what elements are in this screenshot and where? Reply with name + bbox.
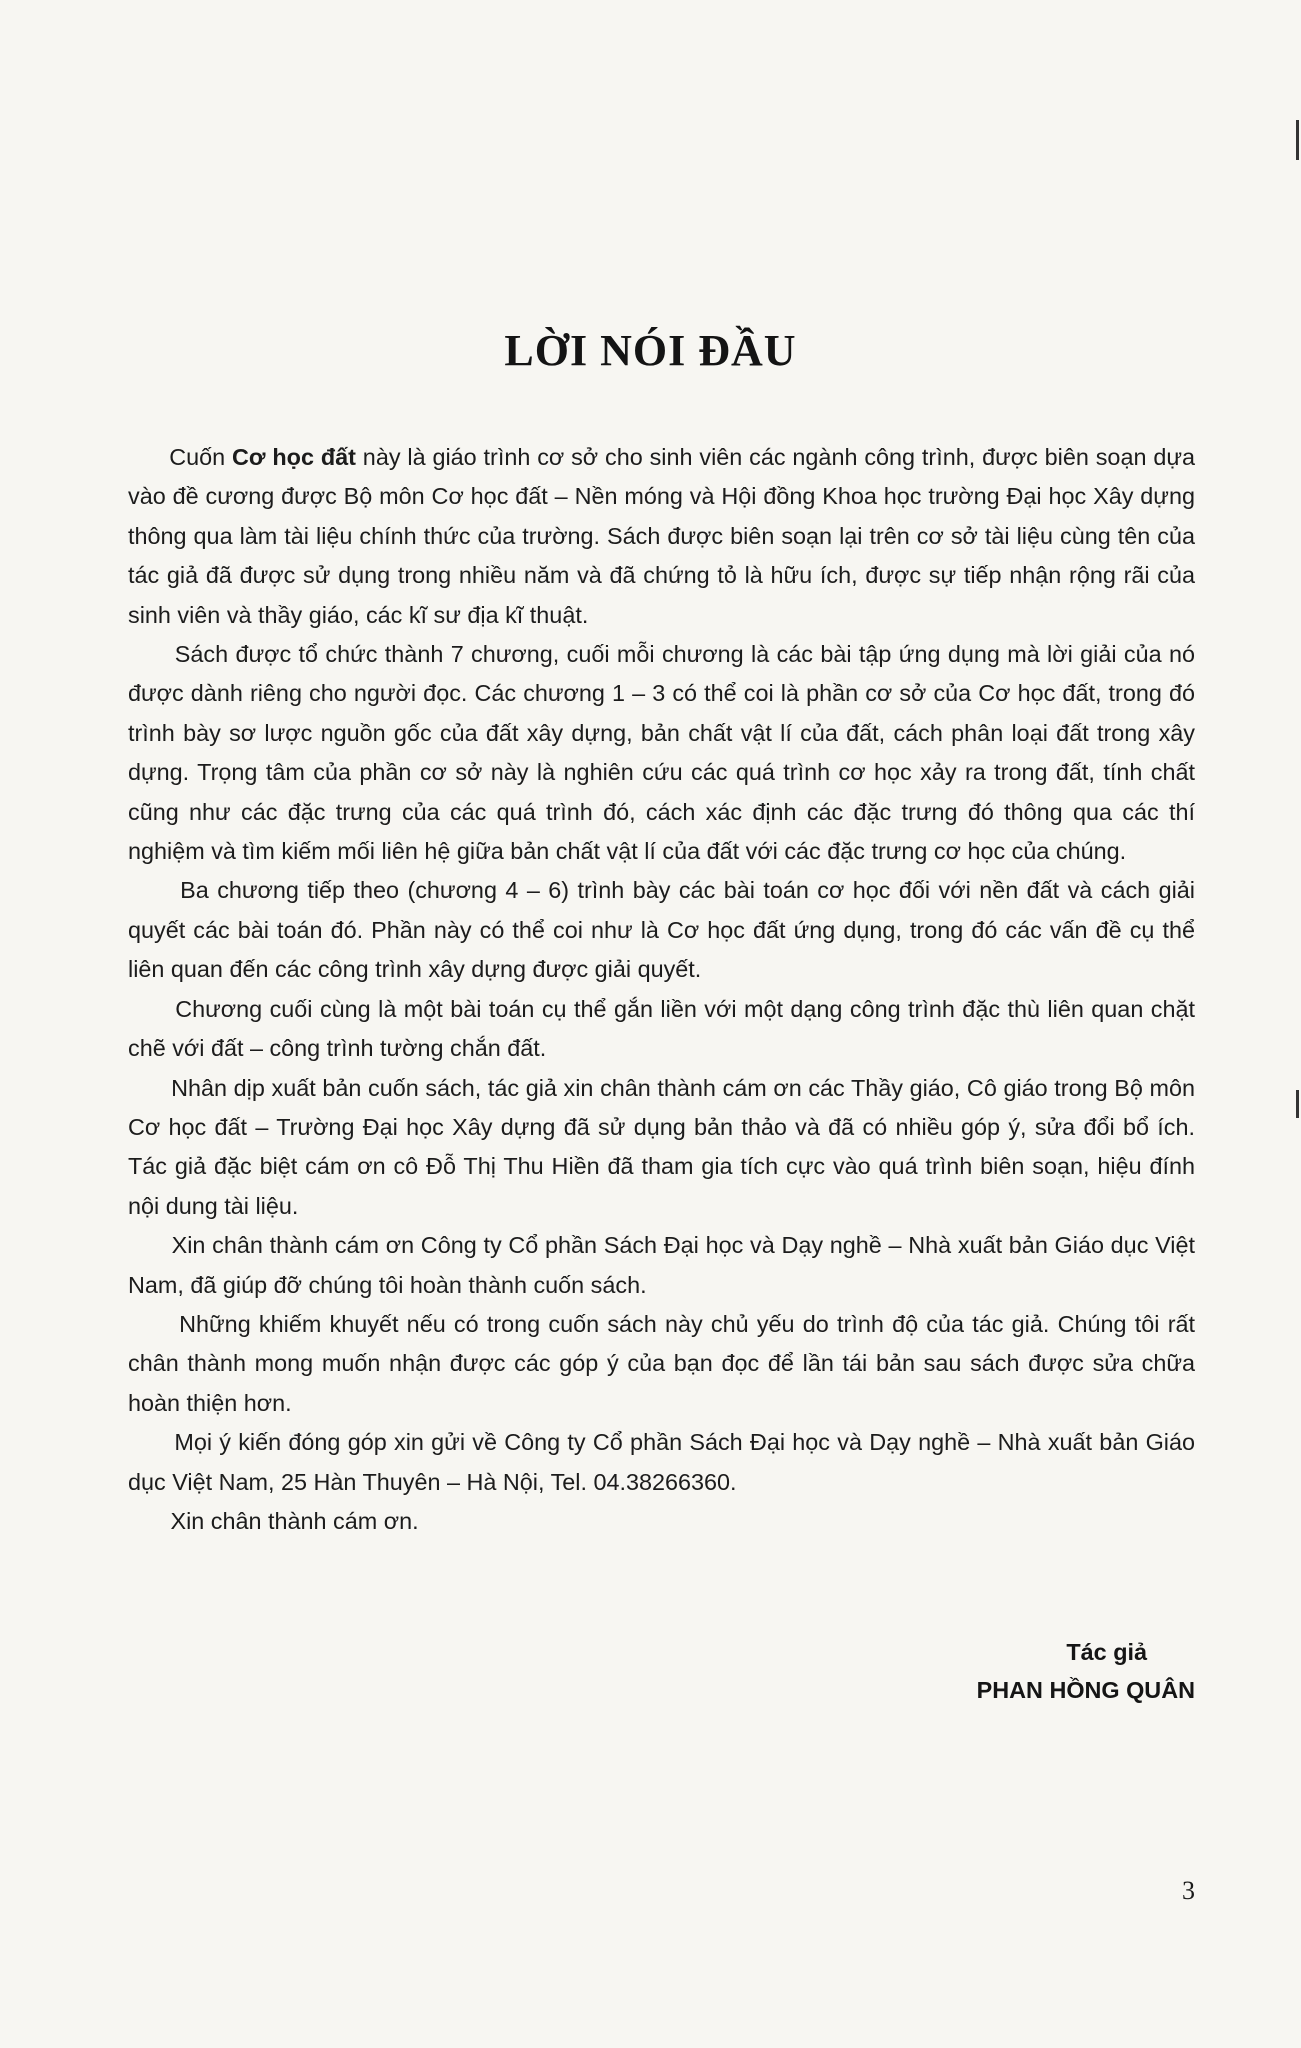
page-title: LỜI NÓI ĐẦU xyxy=(504,326,797,376)
author-signature xyxy=(977,1633,1195,1709)
paragraph-3 xyxy=(128,871,1195,989)
book-title-term: Cơ học đất xyxy=(232,444,356,470)
scan-edge-mark xyxy=(1296,120,1299,160)
paragraph-4-text: Chương cuối cùng là một bài toán cụ thể gắn liền với một dạng công trình đặc thù liên quan chặt chẽ với đất – công trình tường chắn đất. xyxy=(128,995,1195,1062)
paragraph-8 xyxy=(128,1423,1195,1502)
author-role: Tác giả xyxy=(1066,1639,1147,1665)
paragraph-1-before: Cuốn xyxy=(169,444,232,470)
paragraph-5 xyxy=(128,1069,1195,1227)
paragraph-1 xyxy=(128,438,1195,635)
scan-edge-mark xyxy=(1296,1090,1299,1118)
paragraph-2-text: Sách được tổ chức thành 7 chương, cuối mỗi chương là các bài tập ứng dụng mà lời giải của nó được dành riêng cho người đọc. Các chương 1 – 3 có thể coi là phần cơ sở của Cơ học đất, trong đó trình bày sơ lược nguồn gốc của đất xây dựng, bản chất vật lí của đất, cách phân loại đất trong xây dựng. Trọng tâm của phần cơ sở này là nghiên cứu các quá trình cơ học xảy ra trong đất, tính chất cũng như các đặc trưng của các quá trình đó, cách xác định các đặc trưng đó thông qua các thí nghiệm và tìm kiếm mối liên hệ giữa bản chất vật lí của đất với các đặc trưng cơ học của chúng. xyxy=(128,641,1196,865)
paragraph-6 xyxy=(128,1226,1195,1305)
paragraph-6-text: Xin chân thành cám ơn Công ty Cổ phần Sách Đại học và Dạy nghề – Nhà xuất bản Giáo dục Việt Nam, đã giúp đỡ chúng tôi hoàn thành cuốn sách. xyxy=(128,1232,1195,1298)
paragraph-3-text: Ba chương tiếp theo (chương 4 – 6) trình bày các bài toán cơ học đối với nền đất và cách giải quyết các bài toán đó. Phần này có thể coi như là Cơ học đất ứng dụng, trong đó các vấn đề cụ thể liên quan đến các công trình xây dựng được giải quyết. xyxy=(128,877,1195,983)
paragraph-1-after: này là giáo trình cơ sở cho sinh viên các ngành công trình, được biên soạn dựa vào đề cương được Bộ môn Cơ học đất – Nền móng và Hội đồng Khoa học trường Đại học Xây dựng thông qua làm tài liệu chính thức của trường. Sách được biên soạn lại trên cơ sở tài liệu cùng tên của tác giả đã được sử dụng trong nhiều năm và đã chứng tỏ là hữu ích, được sự tiếp nhận rộng rãi của sinh viên và thầy giáo, các kĩ sư địa kĩ thuật. xyxy=(128,444,1196,628)
paragraph-8-text: Mọi ý kiến đóng góp xin gửi về Công ty Cổ phần Sách Đại học và Dạy nghề – Nhà xuất bản Giáo dục Việt Nam, 25 Hàn Thuyên – Hà Nội, Tel. 04.38266360. xyxy=(128,1429,1196,1495)
page-number: 3 xyxy=(1182,1876,1195,1905)
paragraph-9-text: Xin chân thành cám ơn. xyxy=(170,1507,419,1534)
paragraph-2 xyxy=(128,635,1195,871)
paragraph-9 xyxy=(128,1502,1195,1541)
paragraph-5-text: Nhân dịp xuất bản cuốn sách, tác giả xin chân thành cám ơn các Thầy giáo, Cô giáo trong Bộ môn Cơ học đất – Trường Đại học Xây dựng đã sử dụng bản thảo và đã có nhiều góp ý, sửa đổi bổ ích. Tác giả đặc biệt cám ơn cô Đỗ Thị Thu Hiền đã tham gia tích cực vào quá trình biên soạn, hiệu đính nội dung tài liệu. xyxy=(128,1074,1195,1219)
document-body xyxy=(128,438,1195,1541)
author-name: PHAN HỒNG QUÂN xyxy=(976,1677,1195,1703)
paragraph-4 xyxy=(128,990,1195,1069)
paragraph-7-text: Những khiếm khuyết nếu có trong cuốn sách này chủ yếu do trình độ của tác giả. Chúng tôi rất chân thành mong muốn nhận được các góp ý của bạn đọc để lần tái bản sau sách được sửa chữa hoàn thiện hơn. xyxy=(128,1310,1195,1416)
paragraph-7 xyxy=(128,1305,1195,1423)
